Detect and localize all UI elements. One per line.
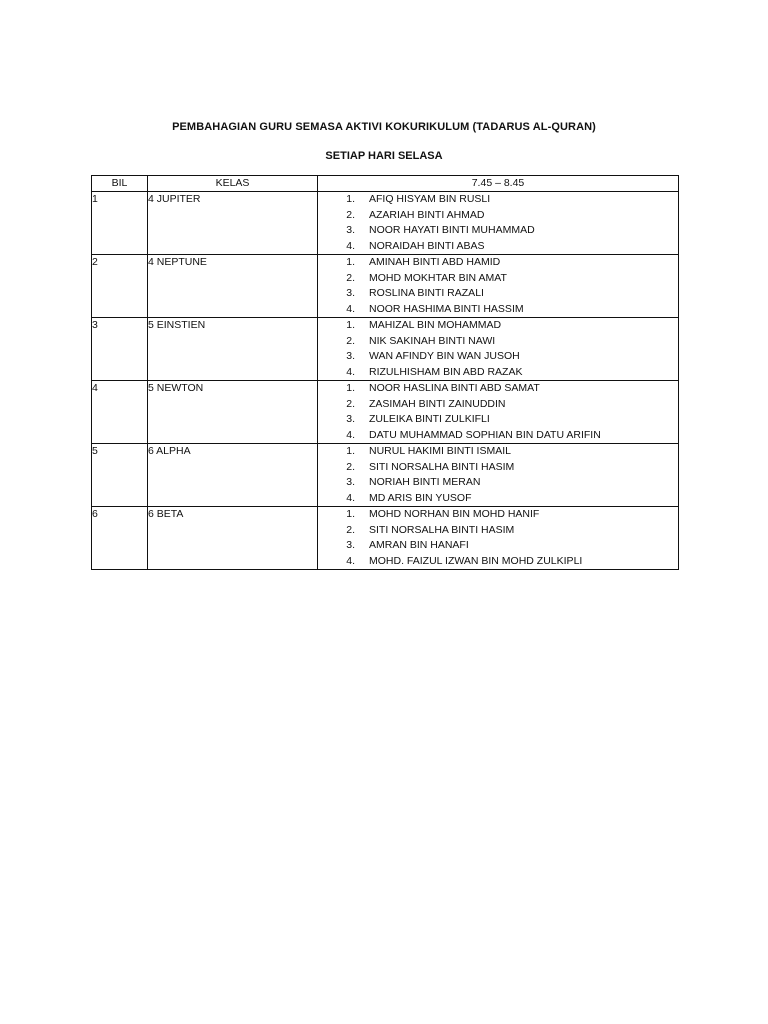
list-item-number: 1.: [346, 382, 355, 394]
list-item-number: 2.: [346, 271, 355, 284]
table-row: [92, 318, 679, 381]
list-item-number: 3.: [346, 476, 355, 488]
document-subtitle: SETIAP HARI SELASA: [325, 150, 443, 162]
list-item: [318, 460, 678, 476]
teacher-name: MOHD MOKHTAR BIN AMAT: [369, 271, 507, 284]
teacher-name: MAHIZAL BIN MOHAMMAD: [369, 319, 502, 331]
teacher-name: ZASIMAH BINTI ZAINUDDIN: [369, 397, 506, 410]
list-item-number: 4.: [346, 365, 355, 378]
teacher-name: MOHD. FAIZUL IZWAN BIN MOHD ZULKIPLI: [369, 554, 583, 567]
teacher-name: NORAIDAH BINTI ABAS: [369, 239, 485, 252]
teacher-name: MOHD NORHAN BIN MOHD HANIF: [369, 508, 540, 520]
list-item: [318, 255, 678, 271]
teacher-name: ZULEIKA BINTI ZULKIFLI: [369, 413, 490, 425]
list-item: [318, 538, 678, 554]
list-item: [318, 412, 678, 428]
table-body: [92, 192, 679, 570]
list-item-number: 1.: [346, 445, 355, 457]
list-item-number: 2.: [346, 523, 355, 536]
row-bil: 1: [92, 192, 148, 255]
list-item: [318, 239, 678, 255]
list-item-number: 2.: [346, 208, 355, 221]
list-item: [318, 192, 678, 208]
table-header-row: [92, 176, 679, 192]
row-kelas: 4 NEPTUNE: [148, 255, 318, 318]
teacher-name: ROSLINA BINTI RAZALI: [369, 287, 484, 299]
row-teacher-list: [318, 444, 679, 507]
list-item-number: 4.: [346, 491, 355, 504]
row-bil: 2: [92, 255, 148, 318]
row-bil: 4: [92, 381, 148, 444]
list-item-number: 4.: [346, 554, 355, 567]
teacher-name: AMRAN BIN HANAFI: [369, 539, 469, 551]
list-item-number: 2.: [346, 334, 355, 347]
list-item-number: 3.: [346, 539, 355, 551]
teacher-name: SITI NORSALHA BINTI HASIM: [369, 460, 515, 473]
list-item-number: 2.: [346, 460, 355, 473]
document-title: PEMBAHAGIAN GURU SEMASA AKTIVI KOKURIKULUM (TADARUS AL-QURAN): [172, 121, 596, 133]
teacher-name: SITI NORSALHA BINTI HASIM: [369, 523, 515, 536]
teacher-name: NORIAH BINTI MERAN: [369, 476, 481, 488]
list-item: [318, 318, 678, 334]
list-item: [318, 523, 678, 539]
row-bil: 5: [92, 444, 148, 507]
row-bil: 3: [92, 318, 148, 381]
list-item-number: 1.: [346, 508, 355, 520]
list-item: [318, 223, 678, 239]
list-item-number: 3.: [346, 287, 355, 299]
list-item: [318, 381, 678, 397]
row-teacher-list: [318, 507, 679, 570]
teacher-name: DATU MUHAMMAD SOPHIAN BIN DATU ARIFIN: [369, 428, 601, 441]
row-kelas: 4 JUPITER: [148, 192, 318, 255]
list-item: [318, 286, 678, 302]
teacher-name: AZARIAH BINTI AHMAD: [369, 208, 485, 221]
list-item-number: 4.: [346, 302, 355, 315]
header-kelas: KELAS: [148, 176, 318, 192]
list-item: [318, 475, 678, 491]
list-item-number: 1.: [346, 193, 355, 205]
row-kelas: 5 EINSTIEN: [148, 318, 318, 381]
table-row: [92, 192, 679, 255]
list-item: [318, 302, 678, 318]
teacher-name: WAN AFINDY BIN WAN JUSOH: [369, 350, 520, 362]
teacher-name: NOOR HASLINA BINTI ABD SAMAT: [369, 382, 540, 394]
teacher-name: NURUL HAKIMI BINTI ISMAIL: [369, 445, 511, 457]
teacher-name: RIZULHISHAM BIN ABD RAZAK: [369, 365, 523, 378]
list-item: [318, 397, 678, 413]
teacher-name: AMINAH BINTI ABD HAMID: [369, 256, 501, 268]
teacher-name: NOOR HAYATI BINTI MUHAMMAD: [369, 224, 535, 236]
list-item-number: 2.: [346, 397, 355, 410]
row-kelas: 5 NEWTON: [148, 381, 318, 444]
list-item-number: 4.: [346, 239, 355, 252]
row-teacher-list: [318, 318, 679, 381]
list-item: [318, 334, 678, 350]
table-row: [92, 507, 679, 570]
table-row: [92, 381, 679, 444]
list-item: [318, 444, 678, 460]
list-item-number: 1.: [346, 256, 355, 268]
list-item: [318, 365, 678, 381]
row-kelas: 6 BETA: [148, 507, 318, 570]
list-item: [318, 491, 678, 507]
row-teacher-list: [318, 255, 679, 318]
schedule-table: [91, 175, 679, 570]
list-item-number: 1.: [346, 319, 355, 331]
teacher-name: NIK SAKINAH BINTI NAWI: [369, 334, 496, 347]
row-kelas: 6 ALPHA: [148, 444, 318, 507]
header-time: 7.45 – 8.45: [318, 176, 679, 192]
list-item: [318, 349, 678, 365]
list-item: [318, 428, 678, 444]
table-row: [92, 255, 679, 318]
list-item: [318, 208, 678, 224]
list-item: [318, 271, 678, 287]
list-item-number: 3.: [346, 350, 355, 362]
teacher-name: MD ARIS BIN YUSOF: [369, 491, 472, 504]
row-bil: 6: [92, 507, 148, 570]
list-item-number: 3.: [346, 224, 355, 236]
teacher-name: AFIQ HISYAM BIN RUSLI: [369, 193, 491, 205]
list-item: [318, 554, 678, 570]
header-bil: BIL: [92, 176, 148, 192]
row-teacher-list: [318, 381, 679, 444]
list-item: [318, 507, 678, 523]
row-teacher-list: [318, 192, 679, 255]
table-row: [92, 444, 679, 507]
list-item-number: 4.: [346, 428, 355, 441]
list-item-number: 3.: [346, 413, 355, 425]
teacher-name: NOOR HASHIMA BINTI HASSIM: [369, 302, 524, 315]
